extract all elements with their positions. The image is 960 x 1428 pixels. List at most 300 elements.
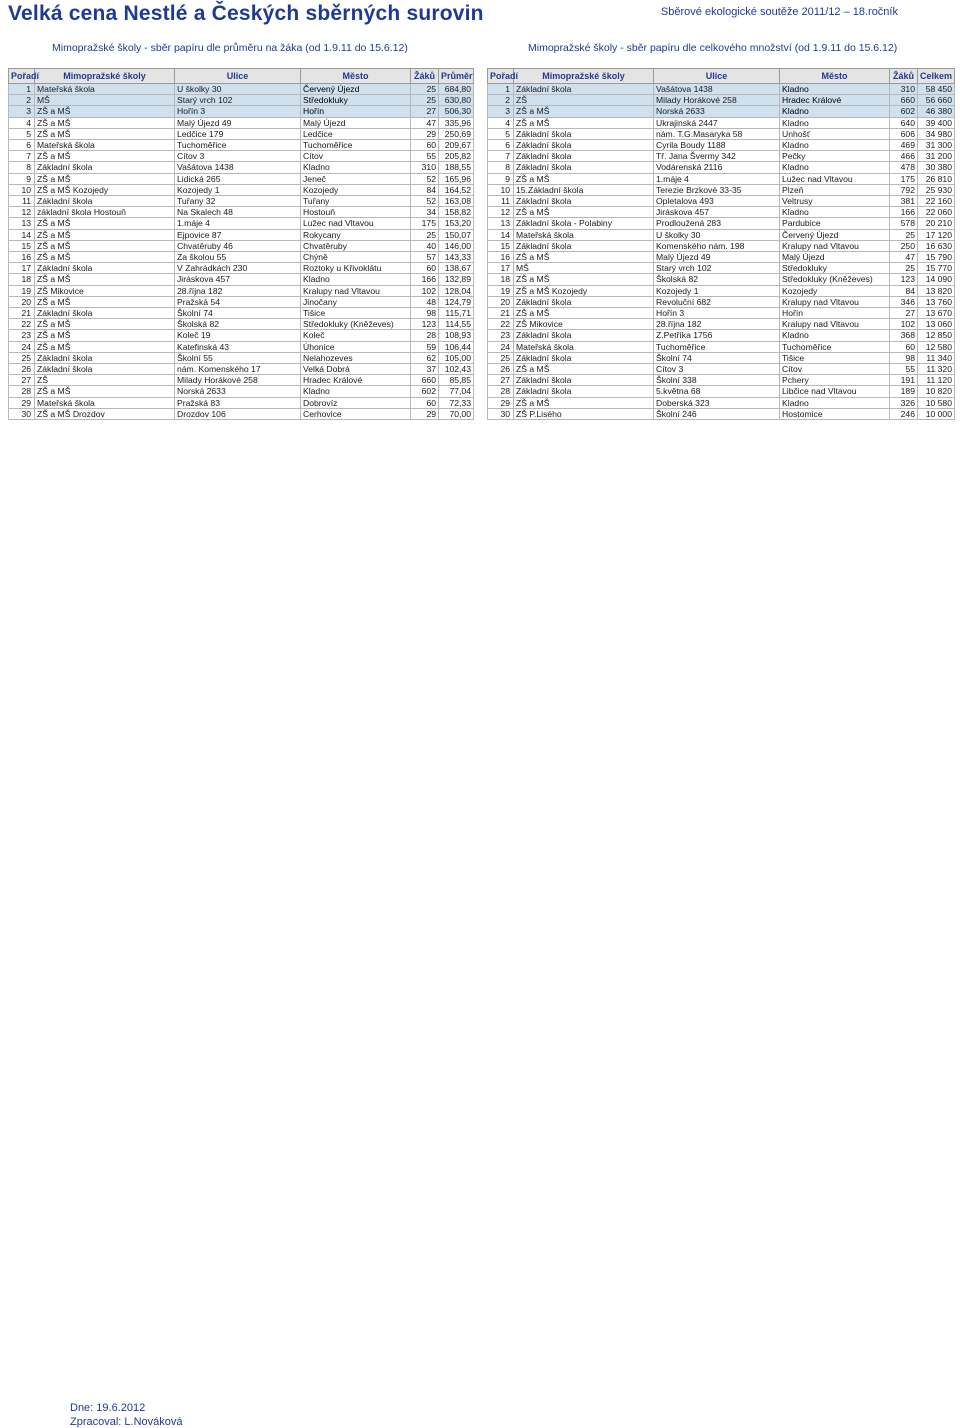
column-header-town: Město xyxy=(780,69,890,84)
table-row xyxy=(9,285,474,296)
cell-rank: 20 xyxy=(488,296,514,307)
cell-value: 114,55 xyxy=(439,319,474,330)
cell-school: Základní škola xyxy=(35,364,175,375)
cell-pupils: 250 xyxy=(890,240,918,251)
cell-street: Tuřany 32 xyxy=(175,196,301,207)
column-header-pupils: Žáků xyxy=(411,69,439,84)
total-ranking-table xyxy=(487,68,955,420)
cell-school: Mateřská škola xyxy=(514,341,654,352)
column-header-school: Mimopražské školy xyxy=(514,69,654,84)
cell-street: 28.října 182 xyxy=(654,319,780,330)
table-row xyxy=(488,162,955,173)
cell-rank: 2 xyxy=(488,95,514,106)
cell-rank: 18 xyxy=(9,274,35,285)
cell-school: ZŠ Mikovice xyxy=(514,319,654,330)
cell-town: Tuchoměřice xyxy=(301,140,411,151)
cell-school: Základní škola xyxy=(514,140,654,151)
cell-pupils: 640 xyxy=(890,117,918,128)
page-title: Velká cena Nestlé a Českých sběrných surovin xyxy=(8,2,484,25)
cell-town: Červený Újezd xyxy=(780,229,890,240)
cell-rank: 7 xyxy=(488,151,514,162)
cell-value: 143,33 xyxy=(439,252,474,263)
table-row xyxy=(488,128,955,139)
cell-value: 70,00 xyxy=(439,408,474,419)
cell-town: Kladno xyxy=(780,162,890,173)
cell-value: 17 120 xyxy=(918,229,955,240)
cell-school: ZŠ a MŠ xyxy=(35,274,175,285)
table-row xyxy=(488,196,955,207)
cell-school: ZŠ a MŠ xyxy=(35,330,175,341)
average-ranking-table xyxy=(8,68,474,420)
table-row xyxy=(9,117,474,128)
cell-pupils: 29 xyxy=(411,408,439,419)
cell-town: Středokluky xyxy=(301,95,411,106)
cell-rank: 12 xyxy=(488,207,514,218)
cell-street: Školní 74 xyxy=(175,308,301,319)
table-row xyxy=(9,140,474,151)
cell-school: ZŠ a MŠ Kozojedy xyxy=(35,184,175,195)
table-row xyxy=(9,375,474,386)
cell-town: Pardubice xyxy=(780,218,890,229)
cell-rank: 12 xyxy=(9,207,35,218)
cell-pupils: 62 xyxy=(411,352,439,363)
cell-street: Hořín 3 xyxy=(175,106,301,117)
cell-pupils: 98 xyxy=(411,308,439,319)
table-row xyxy=(488,252,955,263)
cell-value: 13 820 xyxy=(918,285,955,296)
cell-school: ZŠ a MŠ xyxy=(514,364,654,375)
cell-school: ZŠ a MŠ xyxy=(35,173,175,184)
cell-value: 11 340 xyxy=(918,352,955,363)
cell-rank: 10 xyxy=(488,184,514,195)
table-row xyxy=(9,296,474,307)
column-header-street: Ulice xyxy=(175,69,301,84)
table-row xyxy=(488,285,955,296)
cell-value: 106,44 xyxy=(439,341,474,352)
cell-town: Kladno xyxy=(780,207,890,218)
cell-pupils: 660 xyxy=(890,95,918,106)
cell-value: 25 930 xyxy=(918,184,955,195)
cell-pupils: 166 xyxy=(890,207,918,218)
cell-street: U školky 30 xyxy=(175,84,301,95)
column-header-rank: Pořadí xyxy=(9,69,35,84)
cell-school: ZŠ a MŠ xyxy=(35,240,175,251)
cell-school: Základní škola xyxy=(514,84,654,95)
table-row xyxy=(9,364,474,375)
cell-pupils: 60 xyxy=(890,341,918,352)
cell-value: 115,71 xyxy=(439,308,474,319)
cell-town: Kladno xyxy=(301,386,411,397)
cell-street: Školní 55 xyxy=(175,352,301,363)
cell-street: Norská 2633 xyxy=(175,386,301,397)
cell-value: 30 380 xyxy=(918,162,955,173)
cell-pupils: 37 xyxy=(411,364,439,375)
cell-rank: 26 xyxy=(488,364,514,375)
cell-town: Rokycany xyxy=(301,229,411,240)
cell-school: ZŠ a MŠ xyxy=(514,308,654,319)
cell-rank: 19 xyxy=(9,285,35,296)
table-row xyxy=(488,117,955,128)
cell-street: Doberská 323 xyxy=(654,397,780,408)
cell-school: ZŠ Mikovice xyxy=(35,285,175,296)
table-row xyxy=(488,95,955,106)
cell-rank: 1 xyxy=(488,84,514,95)
cell-school: Základní škola xyxy=(514,386,654,397)
table-row xyxy=(488,308,955,319)
page-subtitle: Sběrové ekologické soutěže 2011/12 – 18.ročník xyxy=(660,6,898,18)
cell-school: ZŠ P.Lisého xyxy=(514,408,654,419)
cell-pupils: 25 xyxy=(890,263,918,274)
cell-street: Kozojedy 1 xyxy=(654,285,780,296)
cell-rank: 7 xyxy=(9,151,35,162)
cell-rank: 21 xyxy=(488,308,514,319)
cell-school: ZŠ a MŠ xyxy=(514,173,654,184)
cell-value: 14 090 xyxy=(918,274,955,285)
cell-value: 108,93 xyxy=(439,330,474,341)
cell-value: 20 210 xyxy=(918,218,955,229)
cell-rank: 17 xyxy=(9,263,35,274)
cell-school: ZŠ a MŠ xyxy=(35,252,175,263)
table-row xyxy=(488,364,955,375)
table-row xyxy=(9,184,474,195)
cell-value: 13 060 xyxy=(918,319,955,330)
table-row xyxy=(488,330,955,341)
column-header-school: Mimopražské školy xyxy=(35,69,175,84)
cell-street: Starý vrch 102 xyxy=(654,263,780,274)
cell-town: Hradec Králové xyxy=(780,95,890,106)
cell-value: 34 980 xyxy=(918,128,955,139)
cell-street: Vašátova 1438 xyxy=(175,162,301,173)
cell-pupils: 28 xyxy=(411,330,439,341)
cell-town: Středokluky xyxy=(780,263,890,274)
cell-street: Školní 338 xyxy=(654,375,780,386)
cell-rank: 27 xyxy=(488,375,514,386)
cell-value: 132,89 xyxy=(439,274,474,285)
cell-rank: 11 xyxy=(9,196,35,207)
cell-rank: 23 xyxy=(9,330,35,341)
cell-school: ZŠ a MŠ Kozojedy xyxy=(514,285,654,296)
cell-street: Opletalova 493 xyxy=(654,196,780,207)
table-row xyxy=(9,252,474,263)
cell-street: Pražská 54 xyxy=(175,296,301,307)
cell-value: 22 060 xyxy=(918,207,955,218)
cell-value: 684,80 xyxy=(439,84,474,95)
cell-street: Chvatěruby 46 xyxy=(175,240,301,251)
cell-street: Starý vrch 102 xyxy=(175,95,301,106)
cell-pupils: 191 xyxy=(890,375,918,386)
cell-value: 163,08 xyxy=(439,196,474,207)
cell-pupils: 326 xyxy=(890,397,918,408)
cell-pupils: 84 xyxy=(411,184,439,195)
table-row xyxy=(9,274,474,285)
cell-pupils: 60 xyxy=(411,263,439,274)
cell-pupils: 34 xyxy=(411,207,439,218)
cell-town: Kozojedy xyxy=(780,285,890,296)
cell-pupils: 175 xyxy=(890,173,918,184)
cell-rank: 25 xyxy=(9,352,35,363)
table-row xyxy=(488,296,955,307)
cell-pupils: 578 xyxy=(890,218,918,229)
cell-school: ZŠ a MŠ xyxy=(514,274,654,285)
cell-town: Kozojedy xyxy=(301,184,411,195)
left-section-title: Mimopražské školy - sběr papíru dle průměru na žáka (od 1.9.11 do 15.6.12) xyxy=(52,42,408,54)
table-row xyxy=(488,151,955,162)
cell-street: Katefinská 43 xyxy=(175,341,301,352)
cell-value: 146,00 xyxy=(439,240,474,251)
cell-street: nám. Komenského 17 xyxy=(175,364,301,375)
cell-pupils: 102 xyxy=(890,319,918,330)
cell-pupils: 102 xyxy=(411,285,439,296)
cell-town: Kladno xyxy=(780,84,890,95)
table-row xyxy=(488,375,955,386)
cell-pupils: 27 xyxy=(890,308,918,319)
column-header-average: Průměr xyxy=(439,69,474,84)
table-row xyxy=(488,173,955,184)
cell-street: Milady Horákové 258 xyxy=(654,95,780,106)
cell-rank: 1 xyxy=(9,84,35,95)
column-header-street: Ulice xyxy=(654,69,780,84)
cell-school: MŠ xyxy=(35,95,175,106)
cell-rank: 18 xyxy=(488,274,514,285)
cell-street: Milady Horákové 258 xyxy=(175,375,301,386)
cell-street: Tuchoměřice xyxy=(654,341,780,352)
cell-rank: 20 xyxy=(9,296,35,307)
cell-school: ZŠ a MŠ xyxy=(35,106,175,117)
cell-value: 11 320 xyxy=(918,364,955,375)
cell-school: Základní škola xyxy=(35,263,175,274)
cell-town: Plzeň xyxy=(780,184,890,195)
cell-rank: 11 xyxy=(488,196,514,207)
table-row xyxy=(488,207,955,218)
cell-town: Kladno xyxy=(301,162,411,173)
cell-school: Základní škola xyxy=(514,162,654,173)
cell-street: Malý Újezd 49 xyxy=(654,252,780,263)
cell-town: Pchery xyxy=(780,375,890,386)
table-row xyxy=(9,330,474,341)
table-row xyxy=(9,196,474,207)
cell-street: Školní 246 xyxy=(654,408,780,419)
cell-value: 158,82 xyxy=(439,207,474,218)
cell-town: Chvatěruby xyxy=(301,240,411,251)
cell-town: Kladno xyxy=(301,274,411,285)
cell-school: Mateřská škola xyxy=(514,229,654,240)
cell-school: 15.Základní škola xyxy=(514,184,654,195)
cell-town: Jeneč xyxy=(301,173,411,184)
cell-rank: 30 xyxy=(9,408,35,419)
cell-town: Lužec nad Vltavou xyxy=(301,218,411,229)
cell-school: Základní škola xyxy=(35,162,175,173)
cell-street: V Zahrádkách 230 xyxy=(175,263,301,274)
cell-school: ZŠ a MŠ xyxy=(514,397,654,408)
cell-school: ZŠ a MŠ Drozdov xyxy=(35,408,175,419)
cell-town: Malý Újezd xyxy=(780,252,890,263)
table-row xyxy=(488,218,955,229)
cell-town: Cerhovice xyxy=(301,408,411,419)
cell-value: 165,96 xyxy=(439,173,474,184)
cell-rank: 5 xyxy=(488,128,514,139)
cell-pupils: 57 xyxy=(411,252,439,263)
cell-pupils: 469 xyxy=(890,140,918,151)
cell-value: 105,00 xyxy=(439,352,474,363)
cell-town: Roztoky u Křivoklátu xyxy=(301,263,411,274)
cell-street: 1.máje 4 xyxy=(175,218,301,229)
cell-school: Základní škola xyxy=(514,330,654,341)
cell-value: 39 400 xyxy=(918,117,955,128)
cell-value: 164,52 xyxy=(439,184,474,195)
cell-school: ZŠ a MŠ xyxy=(35,117,175,128)
cell-pupils: 606 xyxy=(890,128,918,139)
table-row xyxy=(488,386,955,397)
cell-rank: 3 xyxy=(488,106,514,117)
cell-street: Malý Újezd 49 xyxy=(175,117,301,128)
cell-value: 188,55 xyxy=(439,162,474,173)
cell-town: Chýně xyxy=(301,252,411,263)
table-row xyxy=(9,397,474,408)
cell-pupils: 29 xyxy=(411,128,439,139)
cell-rank: 26 xyxy=(9,364,35,375)
cell-rank: 25 xyxy=(488,352,514,363)
cell-rank: 29 xyxy=(9,397,35,408)
footer-date: Dne: 19.6.2012 xyxy=(70,1402,146,1414)
cell-school: Základní škola xyxy=(514,240,654,251)
cell-street: Školní 74 xyxy=(654,352,780,363)
cell-school: základní škola Hostouň xyxy=(35,207,175,218)
cell-school: Mateřská škola xyxy=(35,140,175,151)
cell-value: 46 380 xyxy=(918,106,955,117)
table-row xyxy=(9,207,474,218)
table-row xyxy=(9,173,474,184)
cell-value: 58 450 xyxy=(918,84,955,95)
cell-pupils: 166 xyxy=(411,274,439,285)
table-row xyxy=(9,319,474,330)
cell-rank: 5 xyxy=(9,128,35,139)
cell-town: Středokluky (Kněževes) xyxy=(780,274,890,285)
cell-pupils: 84 xyxy=(890,285,918,296)
table-row xyxy=(488,397,955,408)
cell-school: Základní škola xyxy=(514,128,654,139)
table-row xyxy=(9,162,474,173)
table-header-row xyxy=(9,69,474,84)
cell-rank: 4 xyxy=(9,117,35,128)
cell-value: 150,07 xyxy=(439,229,474,240)
cell-school: Mateřská škola xyxy=(35,84,175,95)
cell-street: 1.máje 4 xyxy=(654,173,780,184)
cell-pupils: 175 xyxy=(411,218,439,229)
cell-rank: 27 xyxy=(9,375,35,386)
cell-town: Koleč xyxy=(301,330,411,341)
cell-pupils: 123 xyxy=(890,274,918,285)
cell-street: Cítov 3 xyxy=(654,364,780,375)
cell-value: 205,82 xyxy=(439,151,474,162)
cell-rank: 13 xyxy=(9,218,35,229)
cell-town: Kladno xyxy=(780,397,890,408)
cell-value: 124,79 xyxy=(439,296,474,307)
cell-value: 10 820 xyxy=(918,386,955,397)
cell-rank: 24 xyxy=(9,341,35,352)
cell-value: 10 580 xyxy=(918,397,955,408)
cell-rank: 16 xyxy=(9,252,35,263)
cell-town: Kralupy nad Vltavou xyxy=(301,285,411,296)
table-row xyxy=(488,229,955,240)
cell-school: ZŠ a MŠ xyxy=(35,128,175,139)
cell-street: Revoluční 682 xyxy=(654,296,780,307)
table-row xyxy=(9,386,474,397)
cell-street: Tř. Jana Švermy 342 xyxy=(654,151,780,162)
table-row xyxy=(9,229,474,240)
cell-value: 128,04 xyxy=(439,285,474,296)
cell-rank: 8 xyxy=(9,162,35,173)
cell-pupils: 123 xyxy=(411,319,439,330)
column-header-town: Město xyxy=(301,69,411,84)
cell-value: 13 760 xyxy=(918,296,955,307)
cell-town: Kralupy nad Vltavou xyxy=(780,240,890,251)
cell-pupils: 246 xyxy=(890,408,918,419)
cell-town: Velká Dobrá xyxy=(301,364,411,375)
cell-street: Cítov 3 xyxy=(175,151,301,162)
cell-pupils: 25 xyxy=(411,84,439,95)
cell-school: ZŠ a MŠ xyxy=(35,319,175,330)
table-row xyxy=(9,218,474,229)
cell-town: Dobrovíz xyxy=(301,397,411,408)
cell-rank: 19 xyxy=(488,285,514,296)
cell-street: U školky 30 xyxy=(654,229,780,240)
cell-school: ZŠ a MŠ xyxy=(35,341,175,352)
table-row xyxy=(488,319,955,330)
cell-town: Libčice nad Vltavou xyxy=(780,386,890,397)
cell-value: 31 200 xyxy=(918,151,955,162)
cell-street: Norská 2633 xyxy=(654,106,780,117)
column-header-pupils: Žáků xyxy=(890,69,918,84)
cell-school: ZŠ a MŠ xyxy=(35,218,175,229)
cell-street: Ukrajinská 2447 xyxy=(654,117,780,128)
cell-value: 138,67 xyxy=(439,263,474,274)
cell-street: Hořín 3 xyxy=(654,308,780,319)
table-header-row xyxy=(488,69,955,84)
cell-school: Základní škola xyxy=(514,375,654,386)
cell-town: Tuchoměřice xyxy=(780,341,890,352)
column-header-rank: Pořadí xyxy=(488,69,514,84)
cell-street: Lidická 265 xyxy=(175,173,301,184)
cell-town: Kladno xyxy=(780,330,890,341)
table-row xyxy=(9,308,474,319)
table-row xyxy=(488,263,955,274)
cell-pupils: 310 xyxy=(890,84,918,95)
cell-school: ZŠ xyxy=(35,375,175,386)
table-row xyxy=(488,140,955,151)
cell-pupils: 792 xyxy=(890,184,918,195)
cell-rank: 30 xyxy=(488,408,514,419)
cell-pupils: 25 xyxy=(411,229,439,240)
table-row xyxy=(9,240,474,251)
cell-town: Úhonice xyxy=(301,341,411,352)
cell-school: ZŠ a MŠ xyxy=(35,386,175,397)
table-row xyxy=(488,341,955,352)
cell-pupils: 55 xyxy=(411,151,439,162)
cell-pupils: 47 xyxy=(890,252,918,263)
cell-town: Hořín xyxy=(780,308,890,319)
cell-rank: 23 xyxy=(488,330,514,341)
cell-school: ZŠ a MŠ xyxy=(514,117,654,128)
cell-rank: 15 xyxy=(488,240,514,251)
cell-rank: 15 xyxy=(9,240,35,251)
cell-pupils: 55 xyxy=(890,364,918,375)
table-row xyxy=(9,263,474,274)
cell-pupils: 52 xyxy=(411,196,439,207)
table-row xyxy=(488,106,955,117)
cell-school: ZŠ a MŠ xyxy=(35,296,175,307)
cell-town: Kralupy nad Vltavou xyxy=(780,319,890,330)
cell-town: Cítov xyxy=(780,364,890,375)
